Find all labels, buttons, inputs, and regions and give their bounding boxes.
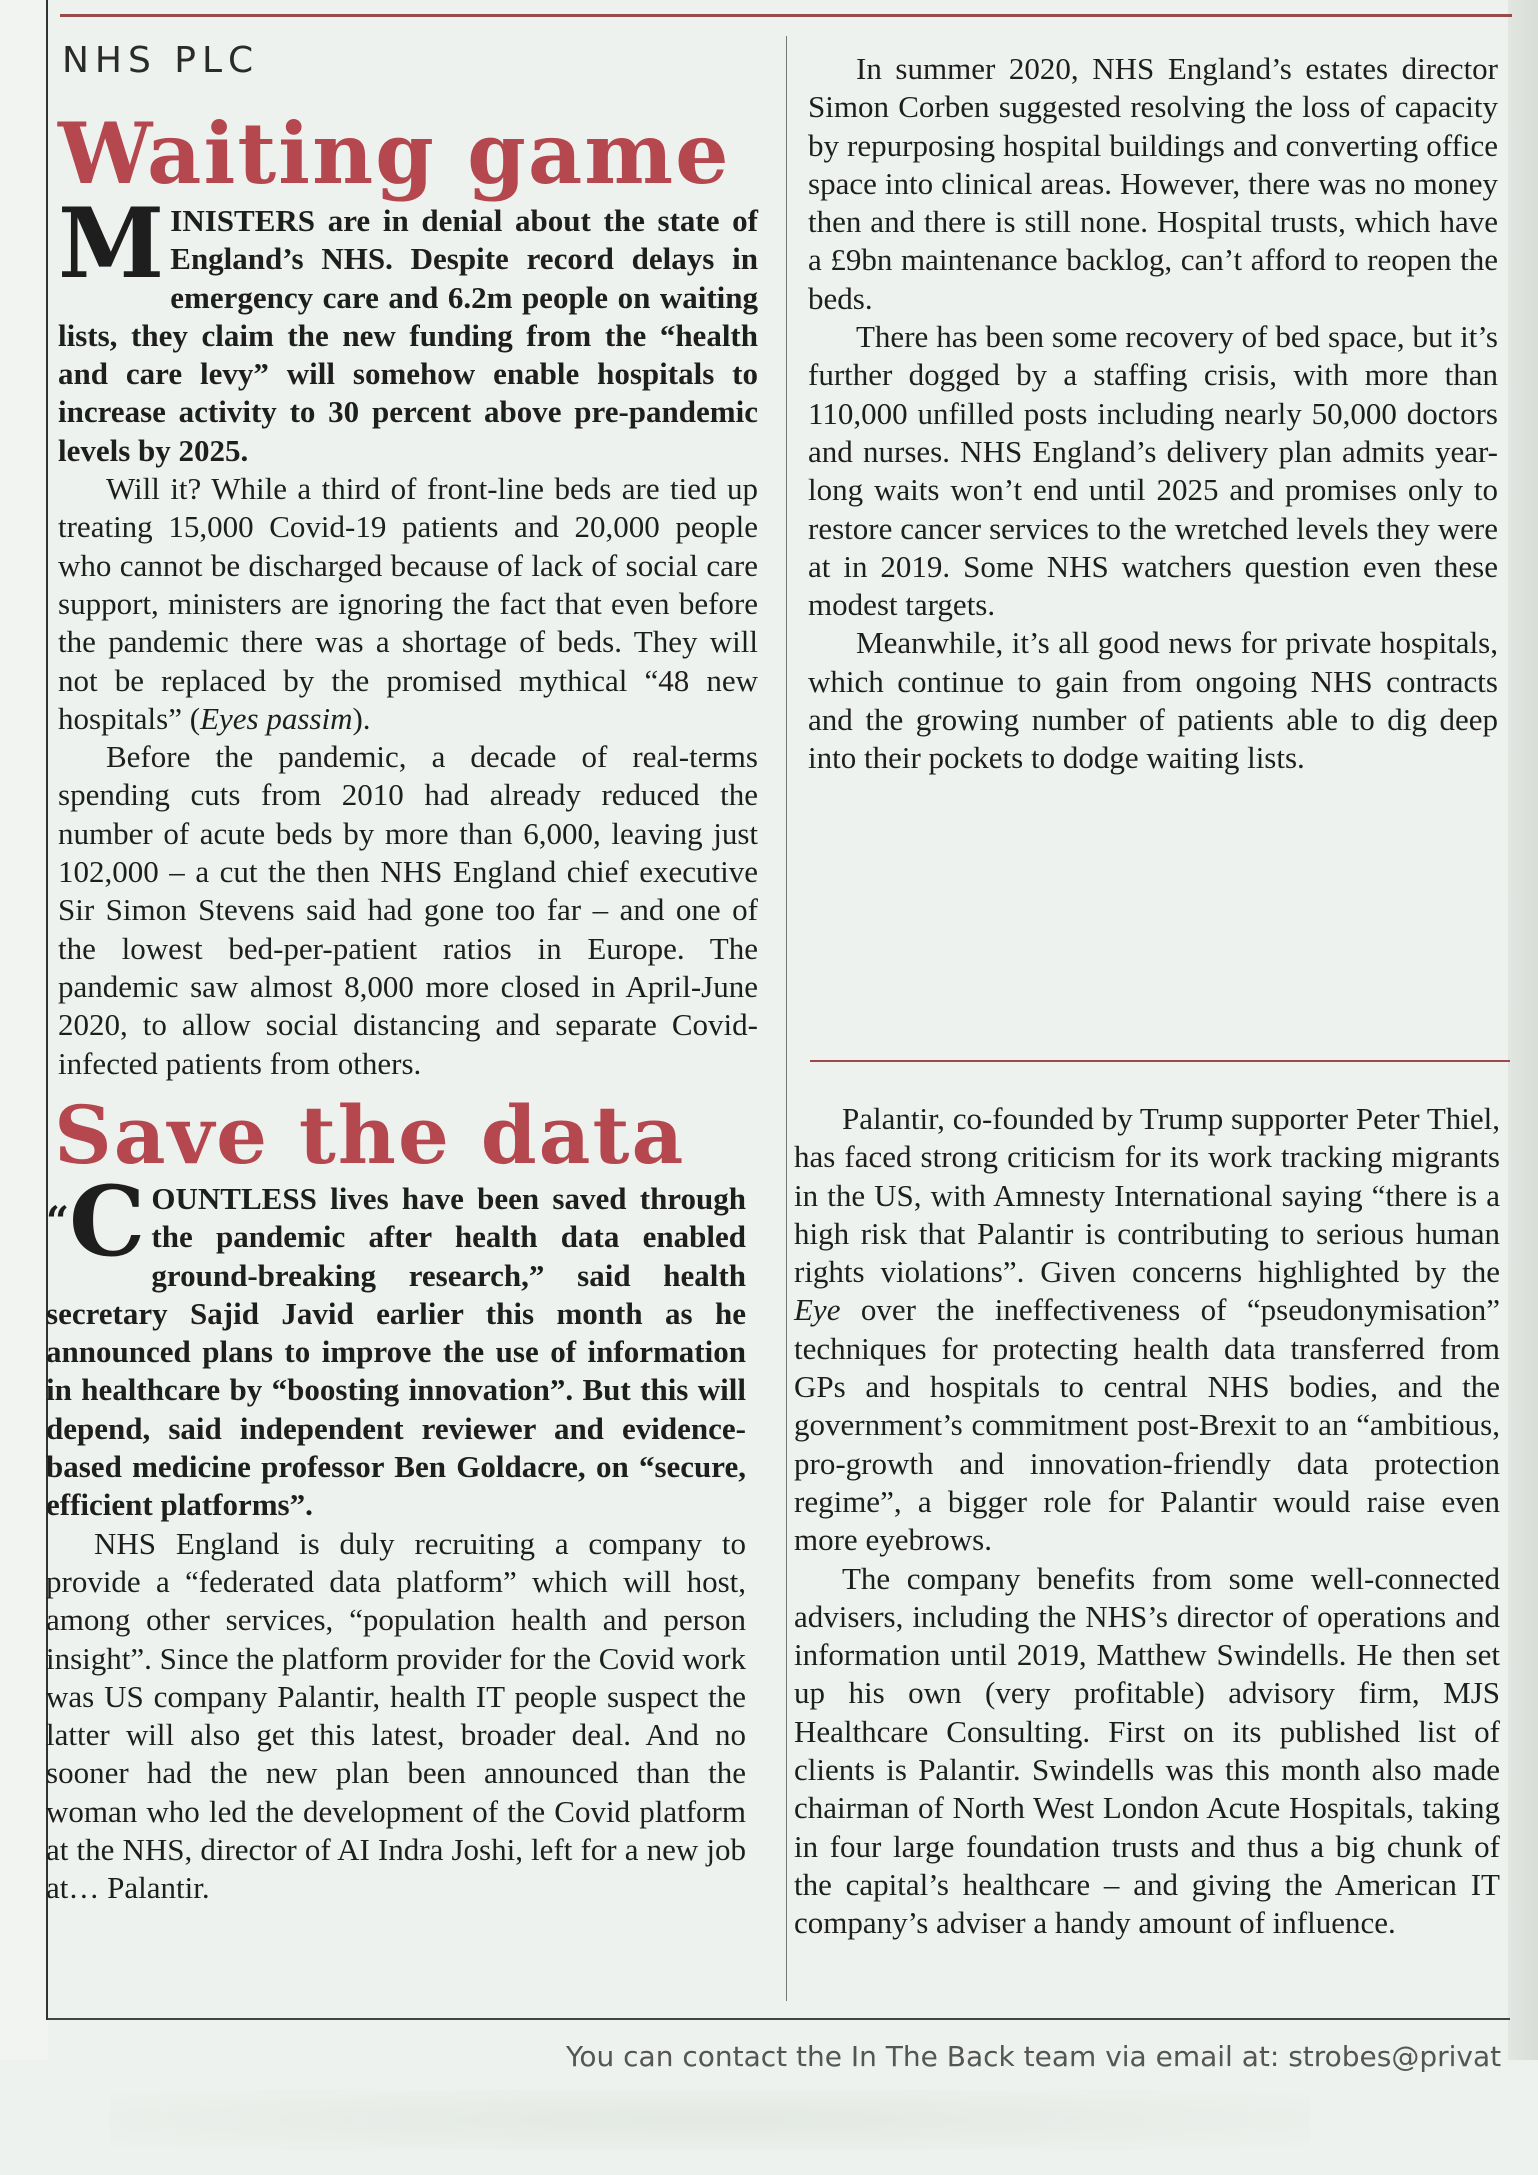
article1-paragraph: Will it? While a third of front-line beds are tied up treating 15,000 Covid-19 patients and 20,000 people who cannot be discharged because of lack of social care support, ministers are ignoring the fact that even before the pandemic there was a shortage of beds. They will not be replaced by the promised mythical “48 new hospitals” (Eyes passim).	[58, 471, 758, 736]
article1-paragraph: Meanwhile, it’s all good news for private hospitals, which continue to gain from ongoing NHS contracts and the growing number of patients able to dig deep into their pockets to dodge waiting lists.	[808, 625, 1498, 776]
article2-paragraph: The company benefits from some well-connected advisers, including the NHS’s director of operations and information until 2019, Matthew Swindells. He then set up his own (very profitable) advisory firm, MJS Healthcare Consulting. First on its published list of clients is Palantir. Swindells was this month also made chairman of North West London Acute Hospitals, taking in four large foundation trusts and thus a big chunk of the capital’s healthcare – and giving the American IT company’s adviser a handy amount of influence.	[794, 1560, 1500, 1941]
article2-column-right	[794, 1100, 1500, 1943]
article2-lead-text: OUNTLESS lives have been saved through the pandemic after health data enabled ground-breaking research,” said health secretary Sajid Javid earlier this month as he announced plans to improve the use of information in healthcare by “boosting innovation”. But this will depend, said independent reviewer and evidence-based medicine professor Ben Goldacre, on “secure, efficient platforms”.	[46, 1181, 746, 1523]
article1-column-left	[58, 187, 758, 1083]
page-margin-left	[0, 0, 48, 2060]
dropcap-letter: “C	[46, 1165, 146, 1278]
section-label: NHS PLC	[62, 40, 260, 81]
article1-paragraph: In summer 2020, NHS England’s estates director Simon Corben suggested resolving the loss of capacity by repurposing hospital buildings and converting office space into clinical areas. However, there was no money then and there is still none. Hospital trusts, which have a £9bn maintenance backlog, can’t afford to reopen the beds.	[808, 51, 1498, 316]
article-headline-waiting-game: Waiting game	[58, 104, 731, 203]
column-divider	[786, 36, 787, 2001]
contact-footer: You can contact the In The Back team via email at: strobes@privat	[566, 2040, 1502, 2073]
article2-lead-paragraph	[46, 1165, 746, 1525]
article-divider-rule	[810, 1060, 1510, 1062]
article2-column-left	[46, 1165, 746, 1908]
article1-paragraph: There has been some recovery of bed space, but it’s further dogged by a staffing crisis, with more than 110,000 unfilled posts including nearly 50,000 doctors and nurses. NHS England’s delivery plan admits year-long waits won’t end until 2025 and promises only to restore cancer services to the wretched levels they were at in 2019. Some NHS watchers question even these modest targets.	[808, 319, 1498, 623]
article2-paragraph: Palantir, co-founded by Trump supporter Peter Thiel, has faced strong criticism for its work tracking migrants in the US, with Amnesty International saying “there is a high risk that Palantir is contributing to serious human rights violations”. Given concerns highlighted by the Eye over the ineffectiveness of “pseudonymisation” techniques for protecting health data transferred from GPs and hospitals to central NHS bodies, and the government’s commitment post-Brexit to an “ambitious, pro-growth and innovation-friendly data protection regime”, a bigger role for Palantir would raise even more eyebrows.	[794, 1101, 1500, 1558]
article1-lead-paragraph	[58, 187, 758, 470]
paper-shading	[110, 2090, 1310, 2150]
article-headline-save-the-data: Save the data	[54, 1088, 686, 1182]
article2-paragraph: NHS England is duly recruiting a company to provide a “federated data platform” which will host, among other services, “population health and person insight”. Since the platform provider for the Covid work was US company Palantir, health IT people suspect the latter will also get this latest, broader deal. And no sooner had the new plan been announced than the woman who led the development of the Covid platform at the NHS, director of AI Indra Joshi, left for a new job at… Palantir.	[46, 1525, 746, 1906]
bottom-rule	[48, 2018, 1510, 2020]
top-rule	[60, 14, 1512, 17]
dropcap-letter: M	[58, 187, 165, 300]
article1-column-right	[808, 50, 1498, 778]
page-edge-right	[1508, 0, 1538, 2060]
article1-lead-text: INISTERS are in denial about the state of England’s NHS. Despite record delays in emergency care and 6.2m people on waiting lists, they claim the new funding from the “health and care levy” will somehow enable hospitals to increase activity to 30 percent above pre-pandemic levels by 2025.	[58, 203, 758, 468]
opening-quote-mark: “	[46, 1198, 70, 1245]
article1-paragraph: Before the pandemic, a decade of real-terms spending cuts from 2010 had already reduced the number of acute beds by more than 6,000, leaving just 102,000 – a cut the then NHS England chief executive Sir Simon Stevens said had gone too far – and one of the lowest bed-per-patient ratios in Europe. The pandemic saw almost 8,000 more closed in April-June 2020, to allow social distancing and separate Covid-infected patients from others.	[58, 739, 758, 1081]
